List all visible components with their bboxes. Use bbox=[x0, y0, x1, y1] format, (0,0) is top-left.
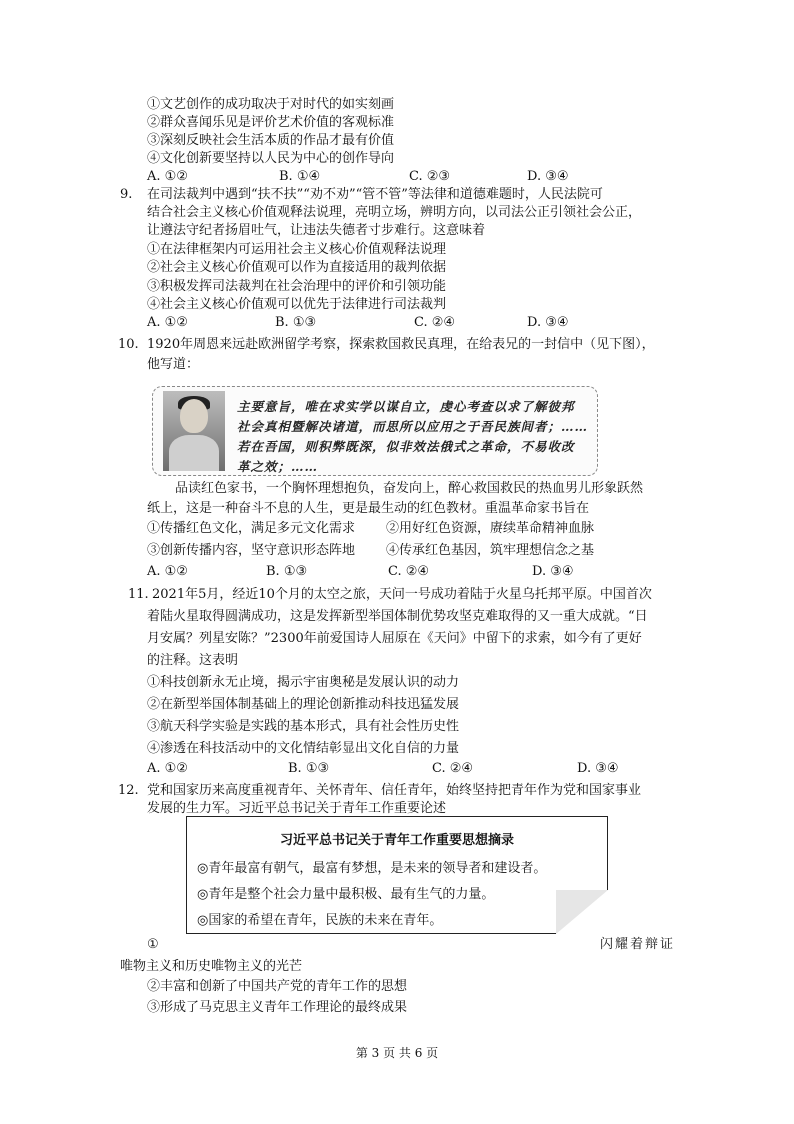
q10-option-d: D. ③④ bbox=[532, 564, 574, 579]
q8-item-4: ④文化创新要坚持以人民为中心的创作导向 bbox=[147, 151, 395, 166]
q8-option-c: C. ②③ bbox=[409, 169, 451, 184]
q8-option-b: B. ①④ bbox=[279, 169, 321, 184]
quote-box bbox=[186, 816, 608, 934]
quote-box-title: 习近平总书记关于青年工作重要思想摘录 bbox=[279, 833, 514, 848]
q10-after-line: 品读红色家书，一个胸怀理想抱负，奋发向上，醉心救国救民的热血男儿形象跃然 bbox=[175, 481, 644, 496]
quote-line: ◎国家的希望在青年，民族的未来在青年。 bbox=[197, 913, 443, 928]
q8-option-d: D. ③④ bbox=[527, 169, 569, 184]
q10-after-line: 纸上，这是一种奋斗不息的人生，更是最生动的红色教材。重温革命家书旨在 bbox=[147, 501, 590, 516]
q10-option-b: B. ①③ bbox=[266, 564, 308, 579]
q9-option-b: B. ①③ bbox=[275, 315, 317, 330]
q9-item-3: ③积极发挥司法裁判在社会治理中的评价和引领功能 bbox=[147, 279, 447, 294]
q11-stem-line: 的注释。这表明 bbox=[147, 653, 239, 668]
q9-option-c: C. ②④ bbox=[414, 315, 456, 330]
q8-item-3: ③深刻反映社会生活本质的作品才最有价值 bbox=[147, 133, 395, 148]
q9-number: 9. bbox=[120, 187, 133, 202]
q12-stem-line: 发展的生力军。习近平总书记关于青年工作重要论述 bbox=[147, 801, 447, 816]
q10-item-4: ④传承红色基因，筑牢理想信念之基 bbox=[386, 543, 595, 558]
q11-stem-line: 2021年5月，经近10个月的太空之旅，天问一号成功着陆于火星乌托邦平原。中国首次 bbox=[152, 587, 652, 602]
q10-option-a: A. ①② bbox=[147, 564, 188, 579]
letter-line: 主要意旨，唯在求实学以谋自立，虔心考查以求了解彼邦 bbox=[237, 399, 575, 414]
q10-item-1: ①传播红色文化，满足多元文化需求 bbox=[147, 521, 356, 536]
q8-item-2: ②群众喜闻乐见是评价艺术价值的客观标准 bbox=[147, 115, 395, 130]
q11-stem-line: 月安属？列星安陈？”2300年前爱国诗人屈原在《天问》中留下的求索，如今有了更好 bbox=[147, 631, 642, 646]
q9-stem-line: 结合社会主义核心价值观释法说理，亮明立场，辨明方向，以司法公正引领社会公正， bbox=[147, 205, 642, 220]
q11-stem-line: 着陆火星取得圆满成功，这是发挥新型举国体制优势攻坚克难取得的又一重大成就。“日 bbox=[147, 609, 648, 624]
page-curl-decoration bbox=[556, 890, 608, 934]
q10-option-c: C. ②④ bbox=[388, 564, 430, 579]
q11-number: 11. bbox=[128, 587, 149, 602]
q11-option-c: C. ②④ bbox=[432, 761, 474, 776]
q11-option-d: D. ③④ bbox=[577, 761, 619, 776]
page-footer: 第 3 页 共 6 页 bbox=[355, 1046, 439, 1060]
letter-line: 社会真相暨解决诸道，而思所以应用之于吾民族间者；…… bbox=[237, 419, 589, 434]
q9-stem-line: 在司法裁判中遇到“扶不扶”“劝不劝”“管不管”等法律和道德难题时，人民法院可 bbox=[147, 187, 603, 202]
q10-item-2: ②用好红色资源，赓续革命精神血脉 bbox=[386, 521, 595, 536]
q12-item-1-mark: ① bbox=[147, 937, 159, 952]
q10-stem-line: 1920年周恩来远赴欧洲留学考察，探索救国救民真理，在给表兄的一封信中（见下图）， bbox=[147, 337, 655, 352]
portrait-photo bbox=[163, 391, 225, 471]
q8-item-1: ①文艺创作的成功取决于对时代的如实刻画 bbox=[147, 97, 395, 112]
q9-option-a: A. ①② bbox=[147, 315, 188, 330]
q9-stem-line: 让遵法守纪者扬眉吐气，让违法失德者寸步难行。这意味着 bbox=[147, 223, 486, 238]
quote-line: ◎青年是整个社会力量中最积极、最有生气的力量。 bbox=[197, 887, 495, 902]
q11-item-4: ④渗透在科技活动中的文化情结彰显出文化自信的力量 bbox=[147, 741, 460, 756]
q10-item-3: ③创新传播内容，坚守意识形态阵地 bbox=[147, 543, 356, 558]
q9-item-1: ①在法律框架内可运用社会主义核心价值观释法说理 bbox=[147, 242, 447, 257]
q12-item-1-continued: 唯物主义和历史唯物主义的光芒 bbox=[120, 959, 303, 974]
letter-line: 革之效；…… bbox=[237, 459, 319, 474]
q12-item-2: ②丰富和创新了中国共产党的青年工作的思想 bbox=[147, 979, 408, 994]
q12-number: 12. bbox=[118, 783, 139, 798]
quote-line: ◎青年最富有朝气，最富有梦想，是未来的领导者和建设者。 bbox=[197, 861, 547, 876]
q11-option-a: A. ①② bbox=[147, 761, 188, 776]
q11-item-1: ①科技创新永无止境，揭示宇宙奥秘是发展认识的动力 bbox=[147, 675, 460, 690]
q9-option-d: D. ③④ bbox=[527, 315, 569, 330]
q11-item-2: ②在新型举国体制基础上的理论创新推动科技迅猛发展 bbox=[147, 697, 460, 712]
q11-option-b: B. ①③ bbox=[288, 761, 330, 776]
letter-line: 若在吾国，则积弊既深，似非效法俄式之革命，不易收改 bbox=[237, 439, 575, 454]
letter-image bbox=[152, 386, 598, 476]
q9-item-2: ②社会主义核心价值观可以作为直接适用的裁判依据 bbox=[147, 260, 447, 275]
q8-option-a: A. ①② bbox=[147, 169, 188, 184]
q12-item-1-text: 闪耀着辩证 bbox=[600, 937, 676, 952]
q10-stem-line: 他写道： bbox=[147, 357, 200, 372]
q10-number: 10. bbox=[118, 337, 139, 352]
q9-item-4: ④社会主义核心价值观可以优先于法律进行司法裁判 bbox=[147, 297, 447, 312]
q12-item-3: ③形成了马克思主义青年工作理论的最终成果 bbox=[147, 1000, 408, 1015]
q12-stem-line: 党和国家历来高度重视青年、关怀青年、信任青年，始终坚持把青年作为党和国家事业 bbox=[147, 783, 642, 798]
q11-item-3: ③航天科学实验是实践的基本形式，具有社会性历史性 bbox=[147, 719, 460, 734]
